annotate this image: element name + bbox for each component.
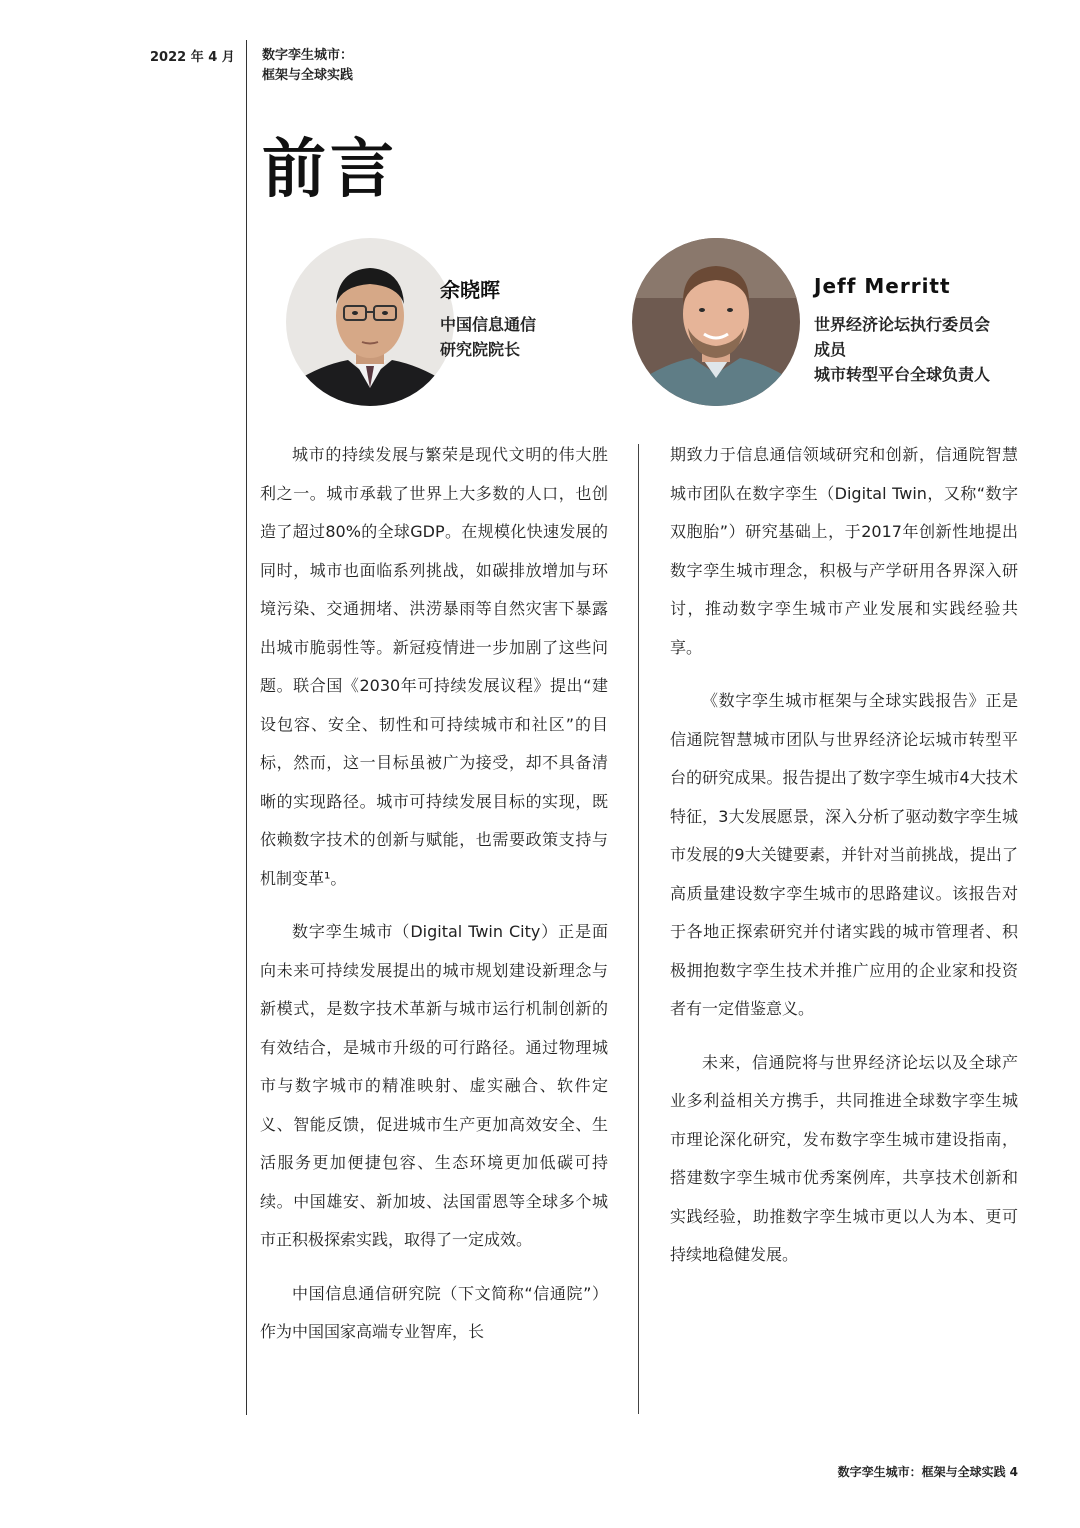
paragraph: 数字孪生城市（Digital Twin City）正是面向未来可持续发展提出的城市规划建设新理念与新模式，是数字技术革新与城市运行机制创新的有效结合，是城市升级的可行路径。通过物理城市与数字城市的精准映射、虚实融合、软件定义、智能反馈，促进城市生产更加高效安全、生活服务更加便捷包容、生态环境更加低碳可持续。中国雄安、新加坡、法国雷恩等全球多个城市正积极探索实践，取得了一定成效。	[260, 922, 608, 1249]
paragraph: 中国信息通信研究院（下文简称“信通院”）作为中国国家高端专业智库，长	[260, 1283, 608, 1341]
header-series-title	[262, 46, 353, 86]
author-1-role	[440, 312, 536, 362]
author-2-role-line: 城市转型平台全球负责人	[814, 365, 991, 384]
paragraph: 城市的持续发展与繁荣是现代文明的伟大胜利之一。城市承载了世界上大多数的人口，也创造了超过80%的全球GDP。在规模化快速发展的同时，城市也面临系列挑战，如碳排放增加与环境污染、交通拥堵、洪涝暴雨等自然灾害下暴露出城市脆弱性等。新冠疫情进一步加剧了这些问题。联合国《2030年可持续发展议程》提出“建设包容、安全、韧性和可持续城市和社区”的目标，然而，这一目标虽被广为接受，却不具备清晰的实现路径。城市可持续发展目标的实现，既依赖数字技术的创新与赋能，也需要政策支持与机制变革¹。	[260, 445, 608, 888]
series-title-line-2: 框架与全球实践	[262, 68, 354, 83]
paragraph: 期致力于信息通信领域研究和创新，信通院智慧城市团队在数字孪生（Digital Twin，又称“数字双胞胎”）研究基础上，于2017年创新性地提出数字孪生城市理念，积极与产学研用各界深入研讨，推动数字孪生城市产业发展和实践经验共享。	[670, 445, 1018, 657]
author-2-role-line: 成员	[814, 340, 847, 359]
author-1-role-line: 中国信息通信	[440, 315, 537, 334]
author-1-portrait	[286, 238, 454, 406]
footer-title: 数字孪生城市：框架与全球实践	[837, 1465, 1006, 1479]
left-margin-rule	[246, 40, 247, 1415]
right-text-column	[670, 436, 1018, 1275]
author-1-role-line: 研究院院长	[440, 340, 521, 359]
page-title: 前言	[262, 132, 398, 207]
page-number: 4	[1009, 1465, 1018, 1479]
author-2-role	[814, 312, 1034, 387]
series-title-line-1: 数字孪生城市：	[262, 48, 354, 63]
paragraph: 未来，信通院将与世界经济论坛以及全球产业多利益相关方携手，共同推进全球数字孪生城市理论深化研究，发布数字孪生城市建设指南，搭建数字孪生城市优秀案例库，共享技术创新和实践经验，助推数字孪生城市更以人为本、更可持续地稳健发展。	[670, 1052, 1018, 1264]
author-2-role-line: 世界经济论坛执行委员会	[814, 315, 991, 334]
paragraph: 《数字孪生城市框架与全球实践报告》正是信通院智慧城市团队与世界经济论坛城市转型平台的研究成果。报告提出了数字孪生城市4大技术特征，3大发展愿景，深入分析了驱动数字孪生城市发展的9大关键要素，并针对当前挑战，提出了高质量建设数字孪生城市的思路建议。该报告对于各地正探索研究并付诸实践的城市管理者、积极拥抱数字孪生技术并推广应用的企业家和投资者有一定借鉴意义。	[670, 691, 1018, 1018]
author-2-name: Jeff Merritt	[814, 274, 951, 298]
header-date: 2022 年 4 月	[150, 50, 235, 65]
left-text-column	[260, 436, 608, 1352]
column-divider	[638, 444, 639, 1414]
author-2-portrait	[632, 238, 800, 406]
page-footer	[838, 1463, 1018, 1480]
author-1-name: 余晓晖	[440, 278, 500, 302]
